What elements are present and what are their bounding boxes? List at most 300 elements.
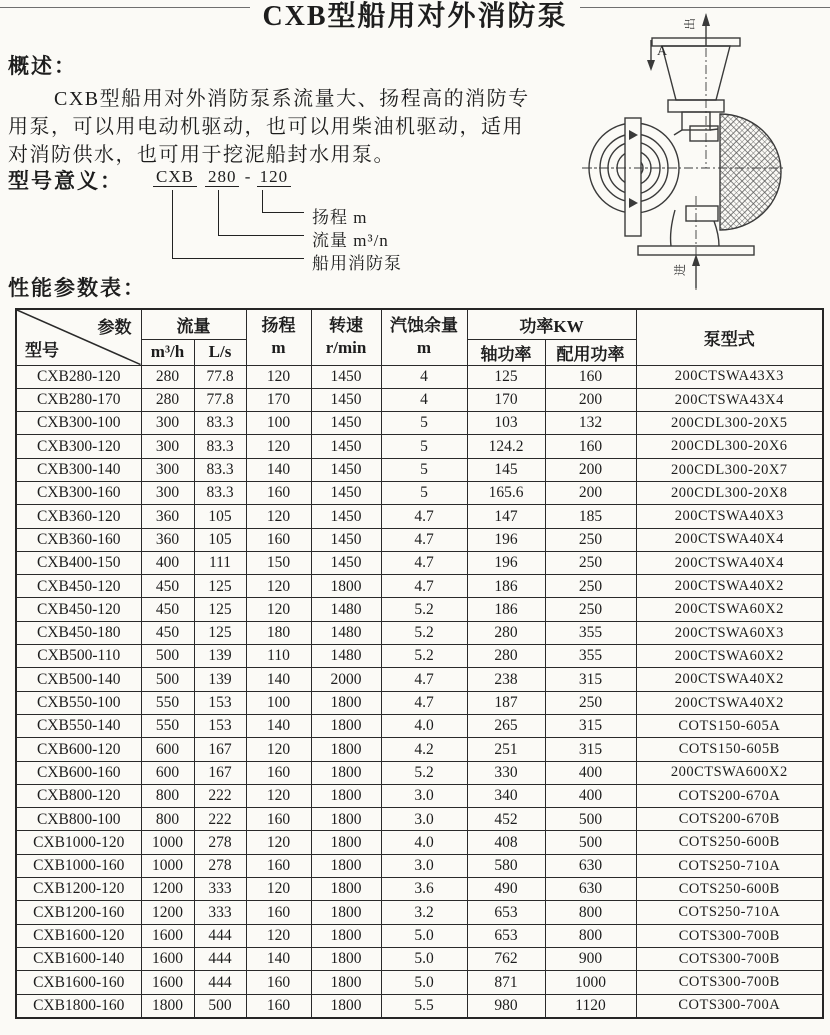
cell-flow-m3h: 300 [141, 412, 194, 435]
cell-flow-m3h: 450 [141, 598, 194, 621]
header-model-label: 型号 [25, 340, 59, 360]
cell-flow-m3h: 360 [141, 528, 194, 551]
header-head-unit: m [271, 338, 286, 358]
cell-npsh-m: 5 [381, 481, 467, 504]
cell-speed-rpm: 1450 [311, 528, 381, 551]
model-meaning-heading: 型号意义： [8, 169, 123, 193]
table-row [16, 901, 823, 924]
cell-npsh-m: 5.2 [381, 761, 467, 784]
cell-model: CXB300-160 [16, 481, 141, 504]
cell-model: CXB1200-120 [16, 878, 141, 901]
cell-rated-power: 400 [545, 761, 636, 784]
cell-head-m: 160 [246, 971, 311, 994]
table-row [16, 947, 823, 970]
cell-flow-ls: 125 [194, 621, 246, 644]
cell-flow-m3h: 300 [141, 481, 194, 504]
cell-rated-power: 315 [545, 714, 636, 737]
cell-flow-m3h: 500 [141, 668, 194, 691]
cell-shaft-power: 340 [467, 784, 545, 807]
cell-npsh-m: 5 [381, 435, 467, 458]
cell-rated-power: 315 [545, 668, 636, 691]
cell-speed-rpm: 2000 [311, 668, 381, 691]
table-row [16, 575, 823, 598]
table-row [16, 528, 823, 551]
cell-model: CXB360-160 [16, 528, 141, 551]
section-a-label: A [657, 44, 668, 59]
table-row [16, 738, 823, 761]
cell-npsh-m: 3.0 [381, 854, 467, 877]
cell-shaft-power: 147 [467, 505, 545, 528]
cell-pump-type: 200CTSWA40X2 [636, 668, 823, 691]
cell-pump-type: COTS150-605A [636, 714, 823, 737]
cell-head-m: 120 [246, 365, 311, 388]
header-speed [311, 309, 381, 365]
page-title: CXB型船用对外消防泵 [250, 0, 579, 34]
table-row [16, 808, 823, 831]
cell-head-m: 120 [246, 878, 311, 901]
table-row [16, 784, 823, 807]
cell-model: CXB1600-140 [16, 947, 141, 970]
cell-rated-power: 800 [545, 924, 636, 947]
cell-model: CXB800-120 [16, 784, 141, 807]
table-row [16, 598, 823, 621]
cell-shaft-power: 452 [467, 808, 545, 831]
table-row [16, 621, 823, 644]
cell-head-m: 140 [246, 714, 311, 737]
cell-flow-ls: 139 [194, 668, 246, 691]
cell-shaft-power: 580 [467, 854, 545, 877]
model-code-head: 120 [257, 167, 292, 187]
cell-rated-power: 200 [545, 388, 636, 411]
cell-rated-power: 1000 [545, 971, 636, 994]
cell-speed-rpm: 1450 [311, 481, 381, 504]
cell-rated-power: 800 [545, 901, 636, 924]
cell-pump-type: COTS300-700B [636, 971, 823, 994]
cell-rated-power: 630 [545, 854, 636, 877]
cell-npsh-m: 5.0 [381, 924, 467, 947]
cell-flow-ls: 333 [194, 878, 246, 901]
cell-flow-m3h: 280 [141, 365, 194, 388]
cell-rated-power: 132 [545, 412, 636, 435]
cell-flow-ls: 167 [194, 738, 246, 761]
cell-speed-rpm: 1480 [311, 598, 381, 621]
cell-npsh-m: 3.6 [381, 878, 467, 901]
cell-pump-type: 200CTSWA40X2 [636, 575, 823, 598]
table-row [16, 668, 823, 691]
cell-speed-rpm: 1450 [311, 458, 381, 481]
cell-pump-type: COTS200-670A [636, 784, 823, 807]
header-head [246, 309, 311, 365]
cell-npsh-m: 5.2 [381, 645, 467, 668]
table-row [16, 994, 823, 1018]
cell-model: CXB500-110 [16, 645, 141, 668]
cell-pump-type: 200CTSWA60X2 [636, 598, 823, 621]
cell-head-m: 160 [246, 901, 311, 924]
cell-shaft-power: 280 [467, 621, 545, 644]
cell-pump-type: 200CDL300-20X8 [636, 481, 823, 504]
header-pump-type: 泵型式 [636, 309, 823, 365]
cell-flow-m3h: 1600 [141, 924, 194, 947]
connector-pump-vline [172, 190, 173, 259]
cell-pump-type: 200CDL300-20X6 [636, 435, 823, 458]
cell-pump-type: COTS250-710A [636, 901, 823, 924]
cell-shaft-power: 653 [467, 924, 545, 947]
cell-flow-m3h: 300 [141, 435, 194, 458]
cell-flow-m3h: 300 [141, 458, 194, 481]
cell-head-m: 140 [246, 947, 311, 970]
cell-model: CXB550-100 [16, 691, 141, 714]
cell-speed-rpm: 1450 [311, 435, 381, 458]
cell-rated-power: 185 [545, 505, 636, 528]
cell-speed-rpm: 1800 [311, 901, 381, 924]
cell-flow-m3h: 1000 [141, 854, 194, 877]
performance-table [15, 308, 824, 1019]
header-flow-ls: L/s [194, 339, 246, 365]
cell-rated-power: 500 [545, 808, 636, 831]
cell-head-m: 120 [246, 738, 311, 761]
cell-shaft-power: 408 [467, 831, 545, 854]
cell-flow-ls: 83.3 [194, 481, 246, 504]
connector-flow-vline [218, 190, 219, 236]
cell-npsh-m: 4.7 [381, 668, 467, 691]
cell-flow-m3h: 1200 [141, 901, 194, 924]
cell-head-m: 170 [246, 388, 311, 411]
cell-model: CXB450-120 [16, 575, 141, 598]
header-speed-label: 转速 [329, 316, 363, 336]
cell-npsh-m: 4.0 [381, 714, 467, 737]
cell-npsh-m: 5 [381, 412, 467, 435]
cell-shaft-power: 871 [467, 971, 545, 994]
header-param-label: 参数 [97, 318, 132, 337]
cell-flow-m3h: 800 [141, 808, 194, 831]
header-rated-power: 配用功率 [545, 339, 636, 365]
cell-model: CXB1200-160 [16, 901, 141, 924]
cell-npsh-m: 5.0 [381, 971, 467, 994]
cell-npsh-m: 3.2 [381, 901, 467, 924]
cell-model: CXB1600-120 [16, 924, 141, 947]
cell-npsh-m: 5 [381, 458, 467, 481]
table-row [16, 971, 823, 994]
model-code-dash: - [244, 167, 252, 186]
cell-flow-m3h: 550 [141, 691, 194, 714]
header-corner-cell [16, 309, 141, 365]
cell-rated-power: 400 [545, 784, 636, 807]
cell-flow-m3h: 600 [141, 761, 194, 784]
cell-speed-rpm: 1800 [311, 761, 381, 784]
cell-pump-type: COTS200-670B [636, 808, 823, 831]
cell-model: CXB450-120 [16, 598, 141, 621]
cell-rated-power: 250 [545, 598, 636, 621]
cell-pump-type: COTS300-700A [636, 994, 823, 1018]
cell-pump-type: 200CTSWA43X3 [636, 365, 823, 388]
cell-shaft-power: 186 [467, 575, 545, 598]
cell-head-m: 120 [246, 598, 311, 621]
table-row [16, 714, 823, 737]
model-code-flow: 280 [205, 167, 240, 187]
cell-flow-m3h: 800 [141, 784, 194, 807]
cell-pump-type: 200CTSWA40X4 [636, 528, 823, 551]
cell-model: CXB500-140 [16, 668, 141, 691]
connector-head-vline [262, 190, 263, 213]
cell-npsh-m: 4 [381, 365, 467, 388]
cell-npsh-m: 5.2 [381, 598, 467, 621]
cell-head-m: 160 [246, 994, 311, 1018]
cell-speed-rpm: 1480 [311, 645, 381, 668]
cell-pump-type: 200CTSWA40X4 [636, 551, 823, 574]
cell-flow-ls: 153 [194, 691, 246, 714]
table-row [16, 551, 823, 574]
cell-rated-power: 200 [545, 458, 636, 481]
header-npsh-unit: m [416, 338, 432, 358]
cell-rated-power: 250 [545, 575, 636, 598]
cell-speed-rpm: 1800 [311, 575, 381, 598]
cell-speed-rpm: 1450 [311, 412, 381, 435]
cell-shaft-power: 238 [467, 668, 545, 691]
model-label-head: 扬程 m [312, 208, 368, 227]
cell-rated-power: 250 [545, 551, 636, 574]
header-head-label: 扬程 [261, 316, 296, 336]
header-npsh [381, 309, 467, 365]
cell-flow-ls: 444 [194, 947, 246, 970]
connector-head-hline [262, 212, 304, 213]
cell-head-m: 100 [246, 412, 311, 435]
cell-model: CXB400-150 [16, 551, 141, 574]
cell-pump-type: COTS300-700B [636, 924, 823, 947]
cell-model: CXB450-180 [16, 621, 141, 644]
cell-head-m: 160 [246, 854, 311, 877]
cell-flow-ls: 278 [194, 854, 246, 877]
cell-npsh-m: 3.0 [381, 808, 467, 831]
cell-flow-ls: 83.3 [194, 412, 246, 435]
overview-line-3: 对消防供水，也可用于挖泥船封水用泵。 [8, 144, 395, 166]
cell-rated-power: 315 [545, 738, 636, 761]
cell-npsh-m: 4.2 [381, 738, 467, 761]
cell-pump-type: COTS250-710A [636, 854, 823, 877]
performance-table-body [16, 365, 823, 1018]
cell-rated-power: 1120 [545, 994, 636, 1018]
model-label-flow: 流量 m³/n [312, 231, 389, 250]
header-shaft-power: 轴功率 [467, 339, 545, 365]
cell-shaft-power: 124.2 [467, 435, 545, 458]
cell-flow-m3h: 600 [141, 738, 194, 761]
cell-head-m: 120 [246, 505, 311, 528]
cell-speed-rpm: 1800 [311, 878, 381, 901]
cell-model: CXB600-120 [16, 738, 141, 761]
cell-rated-power: 355 [545, 645, 636, 668]
cell-shaft-power: 330 [467, 761, 545, 784]
cell-head-m: 160 [246, 528, 311, 551]
connector-pump-hline [172, 258, 304, 259]
cell-flow-m3h: 550 [141, 714, 194, 737]
cell-flow-m3h: 450 [141, 621, 194, 644]
cell-flow-ls: 105 [194, 528, 246, 551]
overview-line-2: 用泵，可以用电动机驱动，也可以用柴油机驱动，适用 [8, 116, 524, 138]
table-row [16, 831, 823, 854]
cell-speed-rpm: 1800 [311, 738, 381, 761]
cell-speed-rpm: 1800 [311, 947, 381, 970]
cell-pump-type: 200CTSWA60X3 [636, 621, 823, 644]
cell-head-m: 160 [246, 761, 311, 784]
header-flow-m3h: m³/h [141, 339, 194, 365]
cell-pump-type: COTS300-700B [636, 947, 823, 970]
table-row [16, 924, 823, 947]
cell-shaft-power: 762 [467, 947, 545, 970]
cell-flow-ls: 444 [194, 924, 246, 947]
cell-head-m: 120 [246, 924, 311, 947]
table-row [16, 412, 823, 435]
cell-head-m: 110 [246, 645, 311, 668]
cell-head-m: 150 [246, 551, 311, 574]
cell-rated-power: 200 [545, 481, 636, 504]
cell-flow-ls: 77.8 [194, 365, 246, 388]
cell-speed-rpm: 1800 [311, 831, 381, 854]
cell-flow-ls: 83.3 [194, 458, 246, 481]
cell-speed-rpm: 1800 [311, 714, 381, 737]
cell-flow-ls: 222 [194, 784, 246, 807]
cell-shaft-power: 280 [467, 645, 545, 668]
cell-npsh-m: 4.7 [381, 505, 467, 528]
cell-pump-type: COTS250-600B [636, 831, 823, 854]
cell-model: CXB1800-160 [16, 994, 141, 1018]
cell-flow-ls: 125 [194, 575, 246, 598]
cell-head-m: 120 [246, 575, 311, 598]
cell-model: CXB600-160 [16, 761, 141, 784]
cell-shaft-power: 196 [467, 528, 545, 551]
cell-model: CXB1000-160 [16, 854, 141, 877]
cell-head-m: 140 [246, 668, 311, 691]
cell-rated-power: 630 [545, 878, 636, 901]
cell-shaft-power: 653 [467, 901, 545, 924]
cell-shaft-power: 165.6 [467, 481, 545, 504]
model-label-pump: 船用消防泵 [312, 254, 402, 273]
cell-speed-rpm: 1450 [311, 365, 381, 388]
table-row [16, 878, 823, 901]
cell-pump-type: 200CTSWA600X2 [636, 761, 823, 784]
cell-rated-power: 160 [545, 365, 636, 388]
cell-model: CXB280-120 [16, 365, 141, 388]
cell-head-m: 180 [246, 621, 311, 644]
cell-shaft-power: 145 [467, 458, 545, 481]
table-row [16, 365, 823, 388]
cell-flow-m3h: 500 [141, 645, 194, 668]
cell-speed-rpm: 1800 [311, 854, 381, 877]
table-row [16, 761, 823, 784]
table-row [16, 458, 823, 481]
cell-pump-type: 200CTSWA43X4 [636, 388, 823, 411]
cell-npsh-m: 4.0 [381, 831, 467, 854]
cell-rated-power: 160 [545, 435, 636, 458]
cell-flow-ls: 83.3 [194, 435, 246, 458]
cell-flow-m3h: 450 [141, 575, 194, 598]
cell-pump-type: 200CTSWA40X2 [636, 691, 823, 714]
table-row [16, 854, 823, 877]
cell-model: CXB550-140 [16, 714, 141, 737]
cell-flow-m3h: 1600 [141, 971, 194, 994]
cell-shaft-power: 125 [467, 365, 545, 388]
cell-model: CXB360-120 [16, 505, 141, 528]
cell-shaft-power: 490 [467, 878, 545, 901]
cell-speed-rpm: 1800 [311, 691, 381, 714]
cell-pump-type: COTS250-600B [636, 878, 823, 901]
cell-speed-rpm: 1800 [311, 784, 381, 807]
table-row [16, 435, 823, 458]
cell-head-m: 120 [246, 831, 311, 854]
table-row [16, 645, 823, 668]
header-npsh-label: 汽蚀余量 [390, 316, 458, 336]
cell-flow-m3h: 1200 [141, 878, 194, 901]
model-code-prefix: CXB [153, 167, 197, 187]
cell-flow-ls: 153 [194, 714, 246, 737]
cell-rated-power: 500 [545, 831, 636, 854]
table-row [16, 691, 823, 714]
cell-npsh-m: 5.2 [381, 621, 467, 644]
cell-flow-ls: 333 [194, 901, 246, 924]
model-code [153, 167, 291, 187]
cell-head-m: 120 [246, 784, 311, 807]
cell-head-m: 140 [246, 458, 311, 481]
cell-flow-ls: 125 [194, 598, 246, 621]
table-row [16, 481, 823, 504]
cell-model: CXB300-100 [16, 412, 141, 435]
cell-rated-power: 250 [545, 528, 636, 551]
cell-npsh-m: 4 [381, 388, 467, 411]
cell-flow-ls: 167 [194, 761, 246, 784]
cell-shaft-power: 265 [467, 714, 545, 737]
cell-speed-rpm: 1800 [311, 994, 381, 1018]
cell-flow-ls: 222 [194, 808, 246, 831]
cell-flow-ls: 278 [194, 831, 246, 854]
cell-rated-power: 250 [545, 691, 636, 714]
cell-npsh-m: 4.7 [381, 575, 467, 598]
cell-speed-rpm: 1450 [311, 388, 381, 411]
cell-speed-rpm: 1480 [311, 621, 381, 644]
cell-flow-ls: 444 [194, 971, 246, 994]
cell-npsh-m: 4.7 [381, 691, 467, 714]
cell-head-m: 100 [246, 691, 311, 714]
cell-model: CXB1600-160 [16, 971, 141, 994]
cell-flow-ls: 500 [194, 994, 246, 1018]
table-row [16, 505, 823, 528]
cell-flow-ls: 105 [194, 505, 246, 528]
inlet-label: 进 [673, 263, 687, 276]
cell-npsh-m: 5.0 [381, 947, 467, 970]
cell-pump-type: COTS150-605B [636, 738, 823, 761]
cell-flow-m3h: 1600 [141, 947, 194, 970]
cell-flow-m3h: 1800 [141, 994, 194, 1018]
outlet-label: 出 [683, 17, 697, 30]
cell-model: CXB300-120 [16, 435, 141, 458]
pump-drawing [578, 0, 830, 296]
table-row [16, 388, 823, 411]
cell-shaft-power: 196 [467, 551, 545, 574]
cell-flow-m3h: 360 [141, 505, 194, 528]
header-power: 功率KW [467, 309, 636, 339]
cell-head-m: 160 [246, 481, 311, 504]
cell-head-m: 160 [246, 808, 311, 831]
cell-model: CXB280-170 [16, 388, 141, 411]
cell-head-m: 120 [246, 435, 311, 458]
cell-speed-rpm: 1800 [311, 924, 381, 947]
overview-line-1: CXB型船用对外消防泵系流量大、扬程高的消防专 [54, 88, 530, 110]
cell-flow-ls: 139 [194, 645, 246, 668]
cell-npsh-m: 3.0 [381, 784, 467, 807]
cell-shaft-power: 187 [467, 691, 545, 714]
cell-pump-type: 200CTSWA60X2 [636, 645, 823, 668]
cell-model: CXB1000-120 [16, 831, 141, 854]
cell-shaft-power: 103 [467, 412, 545, 435]
cell-pump-type: 200CDL300-20X5 [636, 412, 823, 435]
overview-heading: 概述： [8, 54, 77, 78]
